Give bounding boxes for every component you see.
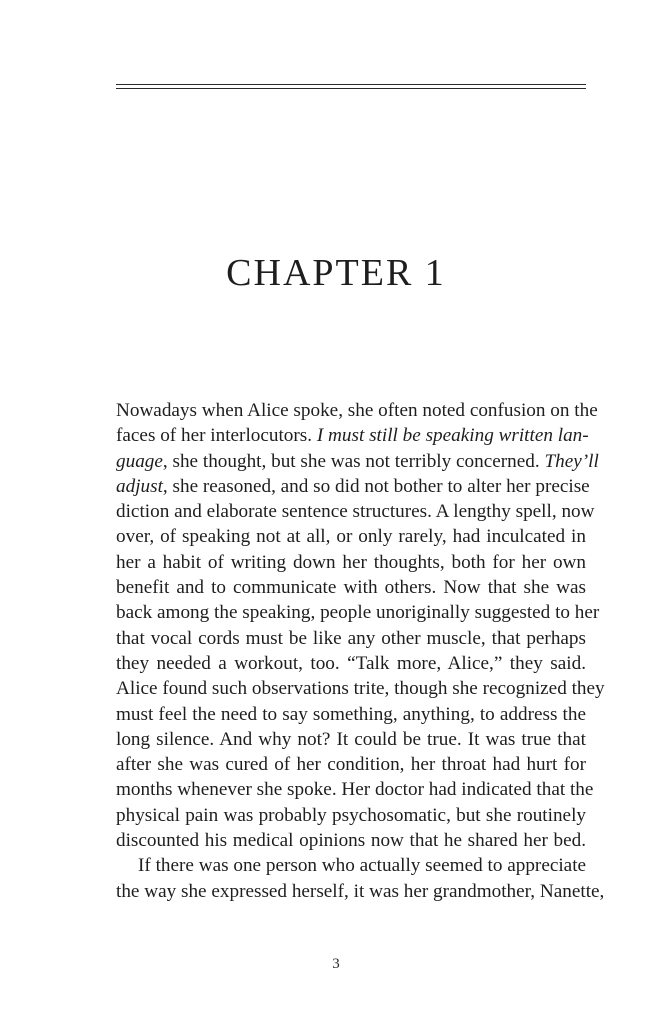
text-line	[116, 398, 598, 423]
chapter-body-text	[116, 398, 605, 904]
text-segment: Alice found such observations trite, though she recognized they	[116, 678, 605, 700]
chapter-title: CHAPTER 1	[226, 252, 446, 295]
text-line	[116, 879, 605, 904]
text-line	[116, 550, 586, 575]
text-line	[116, 626, 586, 651]
text-line	[116, 600, 600, 625]
text-line	[116, 727, 586, 752]
text-segment: benefit and to communicate with others. Now that she was	[116, 577, 586, 599]
italic-text-segment: I must still be speaking written lan-	[316, 425, 589, 447]
text-segment: , she reasoned, and so did not bother to alter her precise	[162, 475, 590, 497]
text-line	[116, 499, 595, 524]
text-line	[116, 651, 586, 676]
page-number: 3	[332, 956, 340, 972]
text-segment: physical pain was probably psychosomatic, but she routinely	[116, 804, 586, 826]
text-segment: her a habit of writing down her thoughts, both for her own	[116, 551, 586, 573]
text-line	[116, 777, 594, 802]
text-line	[116, 474, 590, 499]
text-line	[116, 575, 586, 600]
text-segment: must feel the need to say something, anything, to address the	[116, 703, 586, 725]
top-rule-double	[116, 88, 586, 89]
text-segment: months whenever she spoke. Her doctor had indicated that the	[116, 779, 594, 801]
text-line	[116, 449, 599, 474]
text-line	[116, 702, 586, 727]
text-segment: that vocal cords must be like any other muscle, that perhaps	[116, 627, 586, 649]
text-line	[116, 803, 586, 828]
text-segment: long silence. And why not? It could be true. It was true that	[116, 728, 586, 750]
text-segment: diction and elaborate sentence structures. A lengthy spell, now	[116, 501, 595, 523]
italic-text-segment: They’ll	[544, 450, 599, 472]
text-segment: discounted his medical opinions now that he shared her bed.	[116, 830, 586, 852]
italic-text-segment: guage	[116, 450, 163, 472]
text-segment: Nowadays when Alice spoke, she often noted confusion on the	[116, 400, 598, 421]
text-line	[116, 524, 586, 549]
text-segment: If there was one person who actually seemed to appreciate	[138, 855, 587, 877]
text-line	[116, 676, 605, 701]
text-line	[116, 828, 586, 853]
text-segment: they needed a workout, too. “Talk more, Alice,” they said.	[116, 652, 586, 674]
text-segment: , she thought, but she was not terribly concerned.	[162, 450, 545, 472]
text-line	[116, 423, 589, 448]
text-segment: back among the speaking, people unoriginally suggested to her	[116, 602, 600, 624]
top-rule	[116, 84, 586, 85]
text-segment: faces of her interlocutors.	[116, 425, 317, 447]
text-segment: after she was cured of her condition, her throat had hurt for	[116, 754, 586, 776]
text-line	[116, 752, 586, 777]
text-line	[116, 853, 586, 878]
italic-text-segment: adjust	[116, 475, 163, 497]
text-segment: over, of speaking not at all, or only rarely, had inculcated in	[116, 526, 586, 548]
text-segment: the way she expressed herself, it was her grandmother, Nanette,	[116, 880, 605, 902]
